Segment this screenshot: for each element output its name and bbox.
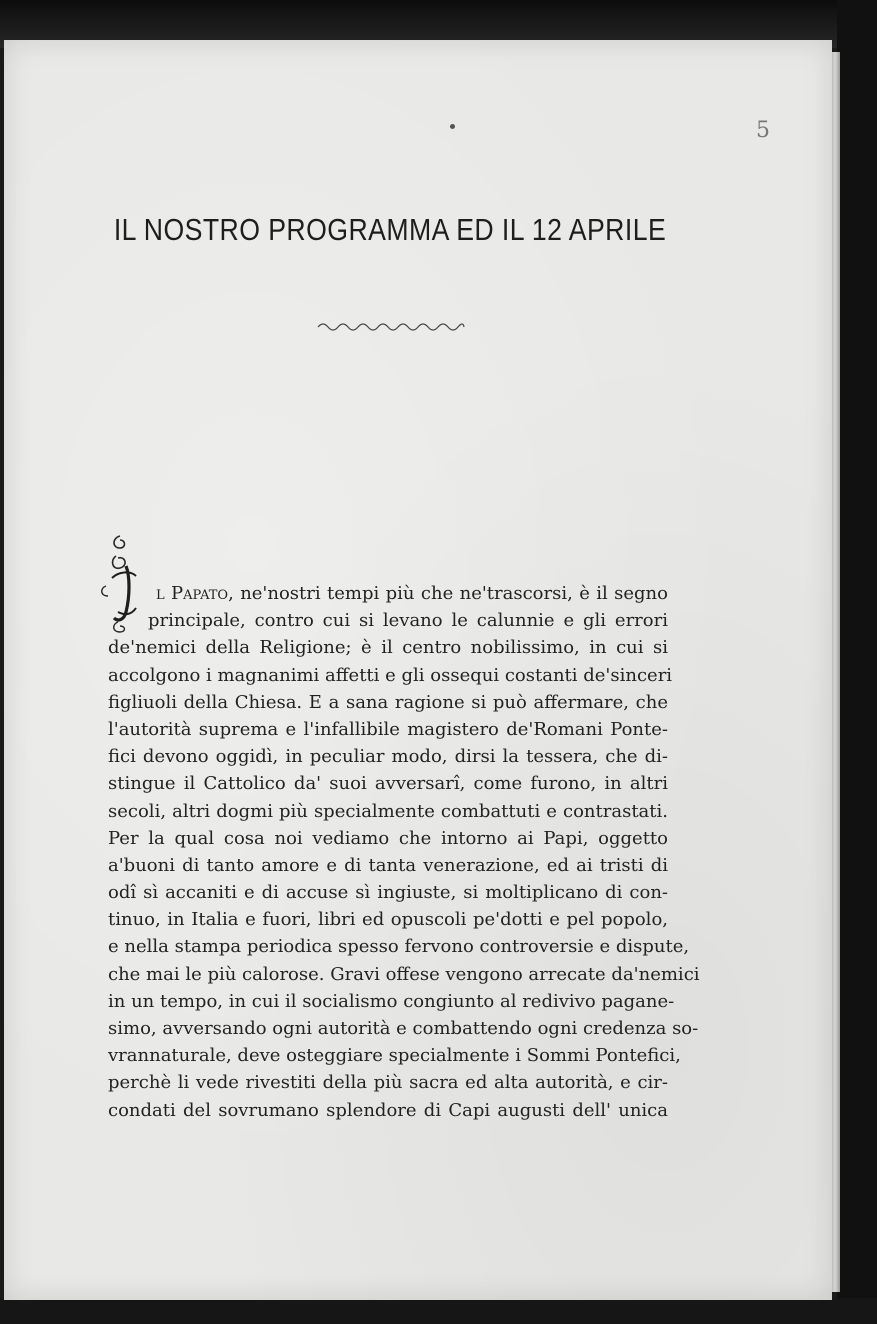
text-line-6: l'autorità suprema e l'infallibile magistero de'Romani Ponte- [108, 718, 668, 740]
text-line-19: perchè li vede rivestiti della più sacra ed alta autorità, e cir- [108, 1072, 668, 1094]
text-line-12: odî sì accaniti e di accuse sì ingiuste, si moltiplicano di con- [108, 882, 668, 904]
text-line-4: accolgono i magnanimi affetti e gli ossequi costanti de'sinceri [108, 664, 673, 686]
scan-right-border [837, 0, 877, 1324]
text-line-14: e nella stampa periodica spesso fervono controversie e dispute, [108, 936, 690, 958]
page-edge [832, 52, 840, 1292]
text-line-18: vrannaturale, deve osteggiare specialmente i Sommi Pontefici, [108, 1045, 681, 1067]
text-line-3: de'nemici della Religione; è il centro nobilissimo, in cui si [108, 637, 668, 659]
text-line-8: stingue il Cattolico da' suoi avversarî, come furono, in altri [108, 773, 668, 795]
text-line-1: l Papato, ne'nostri tempi più che ne'trascorsi, è il segno [156, 583, 668, 604]
title-flourish-ornament [316, 320, 466, 334]
text-line-16: in un tempo, in cui il socialismo congiunto al redivivo pagane- [108, 990, 675, 1012]
ink-dot [450, 124, 455, 129]
text-line-2: principale, contro cui si levano le calunnie e gli errori [148, 610, 668, 632]
scan-bottom-border [0, 1298, 877, 1324]
text-line-15: che mai le più calorose. Gravi offese vengono arrecate da'nemici [108, 963, 700, 985]
text-line-5: figliuoli della Chiesa. E a sana ragione si può affermare, che [108, 691, 668, 713]
text-line-20: condati del sovrumano splendore di Capi augusti dell' unica [108, 1099, 668, 1121]
text-line-9: secoli, altri dogmi più specialmente combattuti e contrastati. [108, 800, 668, 822]
chapter-title: IL NOSTRO PROGRAMMA ED IL 12 APRILE [113, 212, 667, 247]
text-line-7: fici devono oggidì, in peculiar modo, dirsi la tessera, che di- [108, 746, 668, 768]
body-text [108, 580, 700, 1124]
text-line-13: tinuo, in Italia e fuori, libri ed opuscoli pe'dotti e pel popolo, [108, 909, 668, 931]
text-line-10: Per la qual cosa noi vediamo che intorno ai Papi, oggetto [108, 827, 668, 849]
opening-word: l Papato, [156, 583, 234, 604]
page-number: 5 [756, 118, 770, 143]
text-line-11: a'buoni di tanto amore e di tanta venerazione, ed ai tristi di [108, 854, 668, 876]
text-line-17: simo, avversando ogni autorità e combattendo ogni credenza so- [108, 1018, 699, 1039]
